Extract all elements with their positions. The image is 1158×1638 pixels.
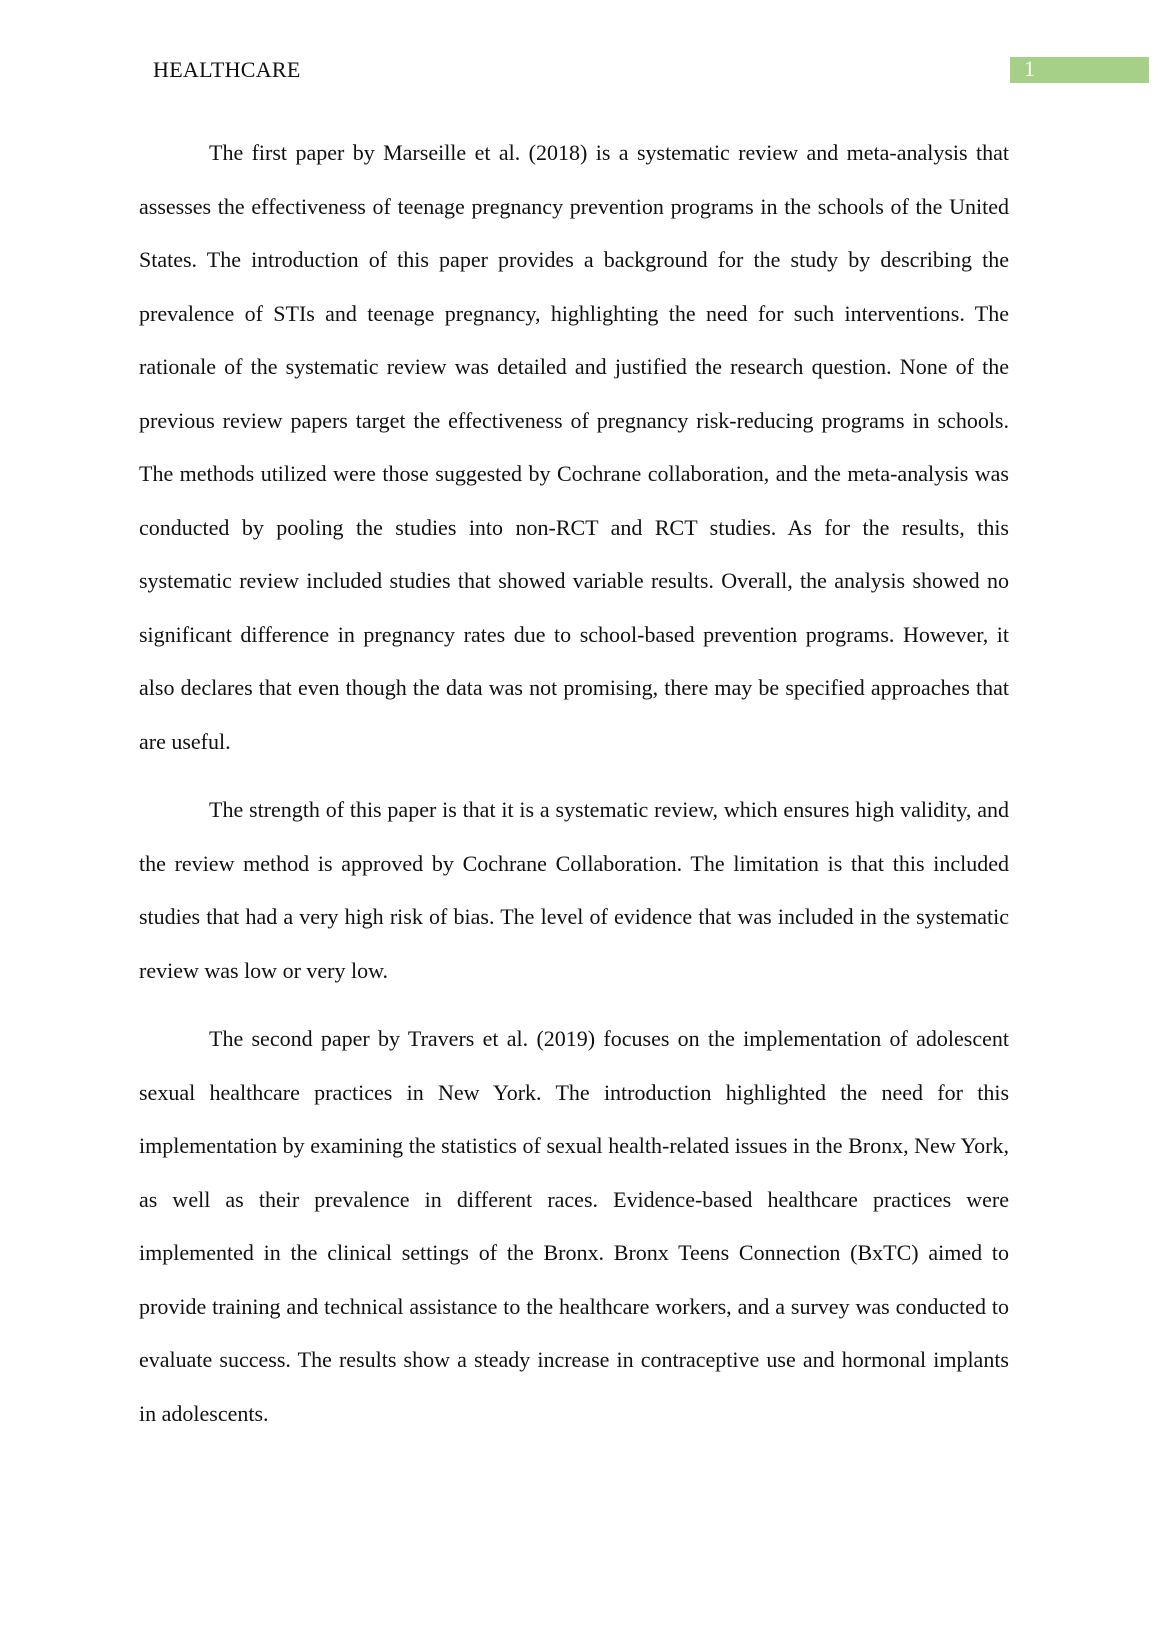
page-number: 1 — [1024, 56, 1035, 81]
body-text — [139, 126, 1009, 1455]
paragraph-marseille-strengths: The strength of this paper is that it is a systematic review, which ensures high validity, and the review method is approved by Cochrane Collaboration. The limitation is that this included studies that had a very high risk of bias. The level of evidence that was included in the systematic review was low or very low. — [139, 797, 1009, 983]
running-head: HEALTHCARE — [153, 57, 301, 82]
paragraph-travers-summary: The second paper by Travers et al. (2019) focuses on the implementation of adolescent sexual healthcare practices in New York. The introduction highlighted the need for this implementation by examining the statistics of sexual health-related issues in the Bronx, New York, as well as their prevalence in different races. Evidence-based healthcare practices were implemented in the clinical settings of the Bronx. Bronx Teens Connection (BxTC) aimed to provide training and technical assistance to the healthcare workers, and a survey was conducted to evaluate success. The results show a steady increase in contraceptive use and hormonal implants in adolescents. — [139, 1026, 1009, 1426]
page-number-badge — [1010, 57, 1149, 83]
paragraph-marseille-summary: The first paper by Marseille et al. (2018) is a systematic review and meta-analysis that assesses the effectiveness of teenage pregnancy prevention programs in the schools of the United States. The introduction of this paper provides a background for the study by describing the prevalence of STIs and teenage pregnancy, highlighting the need for such interventions. The rationale of the systematic review was detailed and justified the research question. None of the previous review papers target the effectiveness of pregnancy risk-reducing programs in schools. The methods utilized were those suggested by Cochrane collaboration, and the meta-analysis was conducted by pooling the studies into non-RCT and RCT studies. As for the results, this systematic review included studies that showed variable results. Overall, the analysis showed no significant difference in pregnancy rates due to school-based prevention programs. However, it also declares that even though the data was not promising, there may be specified approaches that are useful. — [139, 140, 1009, 754]
